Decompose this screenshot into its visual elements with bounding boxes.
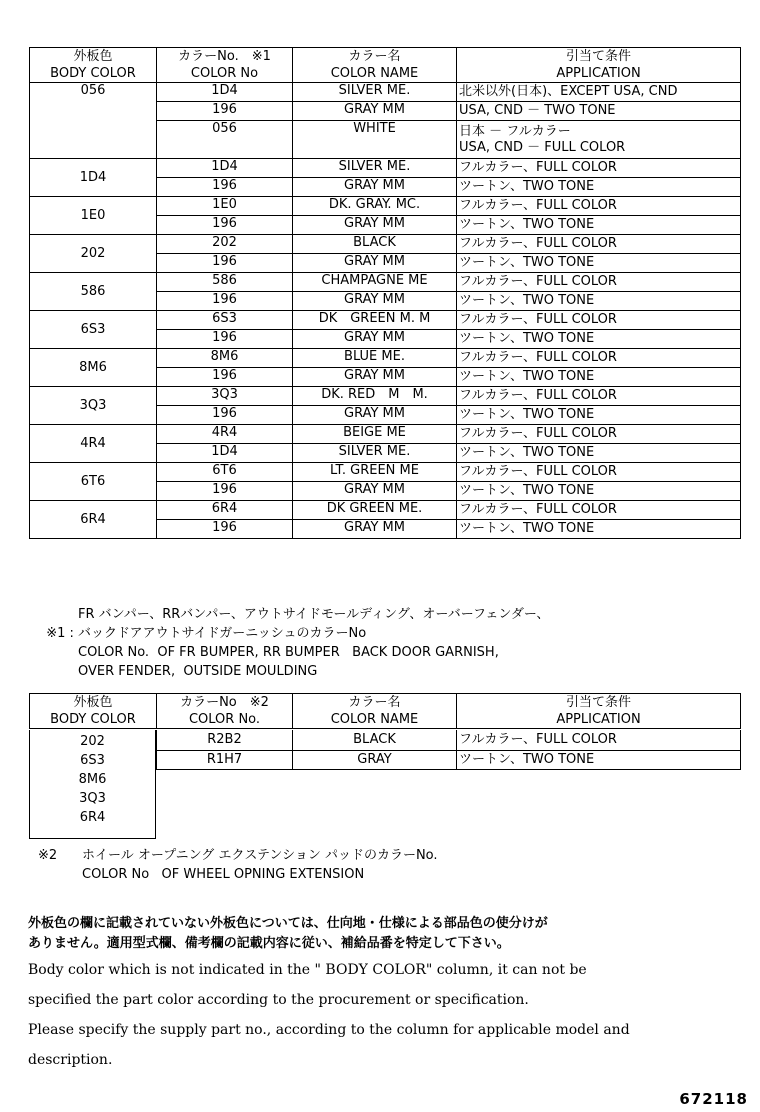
color-name-cell: SILVER ME.: [293, 444, 457, 463]
body-color-table: [29, 47, 741, 539]
color-no-cell: R1H7: [157, 750, 293, 769]
color-name-cell: SILVER ME.: [293, 83, 457, 102]
application-cell: USA, CND － TWO TONE: [457, 102, 741, 121]
table-header-row: [30, 48, 741, 83]
color-no-cell: 196: [157, 520, 293, 539]
wheel-extension-table: [29, 693, 741, 839]
list-item: 6S3: [80, 753, 105, 768]
wheel-extension-rows: [156, 730, 741, 770]
notice-en-line-2: specified the part color according to the procurement or specification.: [28, 992, 529, 1008]
header-body-color: 外板色 BODY COLOR: [30, 48, 157, 83]
application-cell: 北米以外(日本)、EXCEPT USA, CND: [457, 83, 741, 102]
body-color-cell: 056: [30, 83, 157, 159]
color-name-cell: GRAY: [293, 750, 457, 769]
table-row: [30, 159, 741, 178]
color-no-cell: 1D4: [157, 444, 293, 463]
color-name-cell: DK. RED M M.: [293, 387, 457, 406]
color-no-cell: 196: [157, 178, 293, 197]
color-no-cell: 6T6: [157, 463, 293, 482]
notice-en-line-3: Please specify the supply part no., according to the column for applicable model and: [28, 1022, 630, 1038]
body-color-list: [29, 730, 156, 839]
notice-jp-line-1: 外板色の欄に記載されていない外板色については、仕向地・仕様による部品色の使分けが: [28, 916, 548, 931]
table-row: [30, 387, 741, 406]
body-color-cell: 202: [30, 235, 157, 273]
color-no-cell: 196: [157, 368, 293, 387]
color-no-cell: 3Q3: [157, 387, 293, 406]
color-name-cell: GRAY MM: [293, 216, 457, 235]
application-cell: フルカラー、FULL COLOR: [457, 349, 741, 368]
list-item: 6R4: [79, 810, 106, 825]
table-row: [30, 311, 741, 330]
application-cell: ツートン、TWO TONE: [457, 444, 741, 463]
note-1-text: FR バンパー、RRバンパー、アウトサイドモールディング、オーバーフェンダー、 バックドアアウトサイドガーニッシュのカラーNo COLOR No. OF FR BUMPER, RR BUMPER BACK DOOR GARNISH, OVER FENDER, OUTSIDE MOULDING: [78, 607, 550, 679]
list-item: 202: [80, 734, 105, 749]
header-application: 引当て条件 APPLICATION: [457, 694, 741, 729]
color-no-cell: 056: [157, 121, 293, 159]
color-name-cell: DK. GRAY. MC.: [293, 197, 457, 216]
color-name-cell: GRAY MM: [293, 368, 457, 387]
note-1-mark: ※1 :: [46, 626, 74, 641]
table-row: [157, 730, 741, 750]
body-color-cell: 6S3: [30, 311, 157, 349]
color-no-cell: 6R4: [157, 501, 293, 520]
table-row: [30, 349, 741, 368]
color-name-cell: GRAY MM: [293, 254, 457, 273]
notice-en-line-1: Body color which is not indicated in the " BODY COLOR" column, it can not be: [28, 962, 587, 978]
application-cell: フルカラー、FULL COLOR: [457, 159, 741, 178]
application-cell: ツートン、TWO TONE: [457, 254, 741, 273]
table-row: [30, 235, 741, 254]
color-name-cell: BLACK: [293, 730, 457, 750]
color-no-cell: 196: [157, 216, 293, 235]
document-number: 672118: [679, 1090, 748, 1108]
body-color-cell: 6T6: [30, 463, 157, 501]
application-cell: フルカラー、FULL COLOR: [457, 311, 741, 330]
color-no-cell: 196: [157, 482, 293, 501]
application-cell: フルカラー、FULL COLOR: [457, 273, 741, 292]
color-no-cell: 6S3: [157, 311, 293, 330]
list-item: 3Q3: [79, 791, 106, 806]
table-header-row: [30, 694, 741, 729]
note-2-mark: ※2: [38, 848, 58, 863]
color-name-cell: GRAY MM: [293, 482, 457, 501]
application-cell: ツートン、TWO TONE: [457, 750, 741, 769]
color-name-cell: BLUE ME.: [293, 349, 457, 368]
header-color-no: カラーNo. ※1 COLOR No: [157, 48, 293, 83]
body-color-cell: 4R4: [30, 425, 157, 463]
color-name-cell: GRAY MM: [293, 178, 457, 197]
color-name-cell: SILVER ME.: [293, 159, 457, 178]
table-row: [30, 273, 741, 292]
color-name-cell: GRAY MM: [293, 292, 457, 311]
color-no-cell: 1D4: [157, 83, 293, 102]
color-name-cell: BLACK: [293, 235, 457, 254]
color-name-cell: CHAMPAGNE ME: [293, 273, 457, 292]
color-no-cell: 196: [157, 254, 293, 273]
header-color-name: カラー名 COLOR NAME: [293, 694, 457, 729]
color-name-cell: GRAY MM: [293, 520, 457, 539]
color-name-cell: DK GREEN M. M: [293, 311, 457, 330]
application-cell: フルカラー、FULL COLOR: [457, 387, 741, 406]
color-no-cell: R2B2: [157, 730, 293, 750]
application-cell: フルカラー、FULL COLOR: [457, 463, 741, 482]
table-row: [157, 750, 741, 769]
body-color-cell: 3Q3: [30, 387, 157, 425]
table-row: [30, 197, 741, 216]
application-cell: ツートン、TWO TONE: [457, 482, 741, 501]
color-name-cell: BEIGE ME: [293, 425, 457, 444]
wheel-extension-header: [29, 693, 741, 729]
color-no-cell: 1D4: [157, 159, 293, 178]
application-cell: ツートン、TWO TONE: [457, 520, 741, 539]
body-color-cell: 1D4: [30, 159, 157, 197]
body-color-cell: 6R4: [30, 501, 157, 539]
color-name-cell: GRAY MM: [293, 406, 457, 425]
body-color-cell: 586: [30, 273, 157, 311]
application-cell: ツートン、TWO TONE: [457, 178, 741, 197]
header-body-color: 外板色 BODY COLOR: [30, 694, 157, 729]
color-no-cell: 196: [157, 102, 293, 121]
application-cell: フルカラー、FULL COLOR: [457, 235, 741, 254]
application-cell: フルカラー、FULL COLOR: [457, 425, 741, 444]
note-2-text: ホイール オープニング エクステンション パッドのカラーNo. COLOR No OF WHEEL OPNING EXTENSION: [82, 848, 438, 882]
color-name-cell: GRAY MM: [293, 102, 457, 121]
color-name-cell: WHITE: [293, 121, 457, 159]
notice-jp-line-2: ありません。適用型式欄、備考欄の記載内容に従い、補給品番を特定して下さい。: [28, 936, 510, 951]
color-no-cell: 1E0: [157, 197, 293, 216]
color-name-cell: DK GREEN ME.: [293, 501, 457, 520]
color-no-cell: 4R4: [157, 425, 293, 444]
application-cell: ツートン、TWO TONE: [457, 292, 741, 311]
application-cell: ツートン、TWO TONE: [457, 330, 741, 349]
application-cell: ツートン、TWO TONE: [457, 406, 741, 425]
color-no-cell: 196: [157, 406, 293, 425]
color-name-cell: GRAY MM: [293, 330, 457, 349]
table-row: [30, 463, 741, 482]
table-row: [30, 83, 741, 102]
header-color-no: カラーNo ※2 COLOR No.: [157, 694, 293, 729]
header-application: 引当て条件 APPLICATION: [457, 48, 741, 83]
application-cell: フルカラー、FULL COLOR: [457, 197, 741, 216]
application-cell: 日本 － フルカラー USA, CND － FULL COLOR: [457, 121, 741, 159]
application-cell: フルカラー、FULL COLOR: [457, 730, 741, 750]
list-item: 8M6: [78, 772, 107, 787]
color-name-cell: LT. GREEN ME: [293, 463, 457, 482]
header-color-name: カラー名 COLOR NAME: [293, 48, 457, 83]
body-color-cell: 1E0: [30, 197, 157, 235]
body-color-cell: 8M6: [30, 349, 157, 387]
color-no-cell: 586: [157, 273, 293, 292]
note-1: [38, 605, 74, 643]
color-no-cell: 196: [157, 330, 293, 349]
color-no-cell: 202: [157, 235, 293, 254]
application-cell: ツートン、TWO TONE: [457, 216, 741, 235]
table-row: [30, 425, 741, 444]
color-no-cell: 8M6: [157, 349, 293, 368]
table-row: [30, 501, 741, 520]
application-cell: ツートン、TWO TONE: [457, 368, 741, 387]
application-cell: フルカラー、FULL COLOR: [457, 501, 741, 520]
notice-en-line-4: description.: [28, 1052, 113, 1068]
color-no-cell: 196: [157, 292, 293, 311]
